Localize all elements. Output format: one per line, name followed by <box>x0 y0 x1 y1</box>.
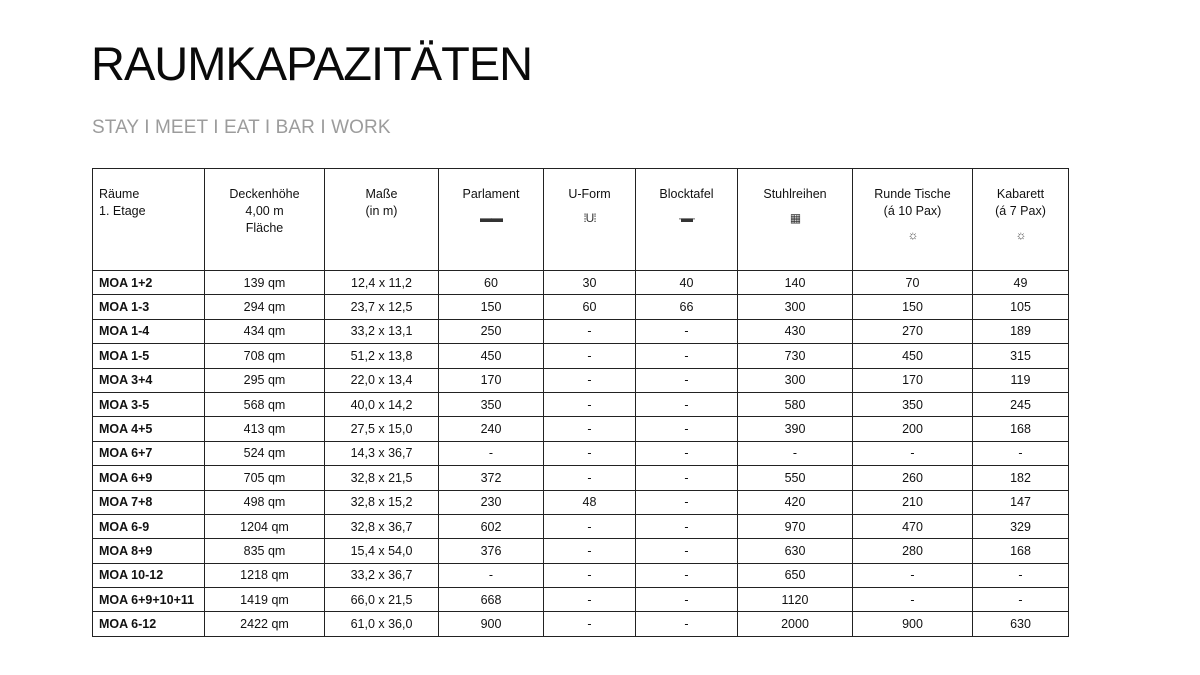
header-label-line: (á 7 Pax) <box>995 204 1046 218</box>
table-row <box>93 466 1069 490</box>
blocktafel-icon: ·▬· <box>678 211 695 225</box>
table-cell: - <box>636 514 738 538</box>
table-cell: 140 <box>738 271 853 295</box>
table-cell: 23,7 x 12,5 <box>325 295 439 319</box>
capacity-table <box>92 168 1069 637</box>
header-label-line: Deckenhöhe <box>229 187 300 201</box>
runde-tische-icon: ☼ <box>907 228 918 242</box>
table-cell: - <box>636 588 738 612</box>
table-cell: 245 <box>973 392 1069 416</box>
header-label-line: Parlament <box>462 187 520 201</box>
table-cell: - <box>544 392 636 416</box>
kabarett-icon: ☼ <box>1015 228 1026 242</box>
header-label-line: Räume <box>99 187 140 201</box>
room-name-cell: MOA 6+9+10+11 <box>93 588 205 612</box>
table-cell: - <box>544 319 636 343</box>
header-masse <box>325 169 439 271</box>
table-cell: 420 <box>738 490 853 514</box>
header-label-line: Maße <box>365 187 398 201</box>
table-cell: 350 <box>439 392 544 416</box>
table-cell: - <box>636 466 738 490</box>
table-cell: 70 <box>853 271 973 295</box>
table-cell: 630 <box>973 612 1069 636</box>
header-stuhlreihen <box>738 169 853 271</box>
table-cell: 27,5 x 15,0 <box>325 417 439 441</box>
table-cell: 60 <box>439 271 544 295</box>
header-label-line: 1. Etage <box>99 204 146 218</box>
table-cell: 40 <box>636 271 738 295</box>
page-title: RAUMKAPAZITÄTEN <box>91 37 533 90</box>
table-cell: 150 <box>853 295 973 319</box>
table-cell: 150 <box>439 295 544 319</box>
table-cell: 2422 qm <box>205 612 325 636</box>
table-cell: 30 <box>544 271 636 295</box>
table-cell: - <box>544 466 636 490</box>
table-row <box>93 271 1069 295</box>
table-row <box>93 368 1069 392</box>
header-raeume <box>93 169 205 271</box>
table-cell: 1204 qm <box>205 514 325 538</box>
table-cell: 2000 <box>738 612 853 636</box>
table-cell: 48 <box>544 490 636 514</box>
table-cell: 550 <box>738 466 853 490</box>
room-name-cell: MOA 6+9 <box>93 466 205 490</box>
table-cell: 900 <box>439 612 544 636</box>
table-cell: 280 <box>853 539 973 563</box>
header-label-line: Stuhlreihen <box>763 187 827 201</box>
table-row <box>93 295 1069 319</box>
table-cell: 350 <box>853 392 973 416</box>
table-cell: 329 <box>973 514 1069 538</box>
table-header-row <box>93 169 1069 271</box>
table-cell: 580 <box>738 392 853 416</box>
header-blocktafel <box>636 169 738 271</box>
table-cell: 900 <box>853 612 973 636</box>
table-cell: 15,4 x 54,0 <box>325 539 439 563</box>
table-cell: 200 <box>853 417 973 441</box>
table-cell: 1419 qm <box>205 588 325 612</box>
page-subtitle: STAY I MEET I EAT I BAR I WORK <box>92 117 391 138</box>
header-label-line: Blocktafel <box>659 187 714 201</box>
table-cell: - <box>636 563 738 587</box>
header-label-line: Fläche <box>245 221 284 235</box>
table-cell: - <box>439 441 544 465</box>
table-cell: 182 <box>973 466 1069 490</box>
table-cell: 240 <box>439 417 544 441</box>
table-cell: 22,0 x 13,4 <box>325 368 439 392</box>
room-name-cell: MOA 1-3 <box>93 295 205 319</box>
table-cell: 270 <box>853 319 973 343</box>
table-cell: 295 qm <box>205 368 325 392</box>
table-cell: - <box>853 588 973 612</box>
table-cell: - <box>853 441 973 465</box>
table-cell: - <box>636 319 738 343</box>
room-name-cell: MOA 1+2 <box>93 271 205 295</box>
table-row <box>93 392 1069 416</box>
table-cell: 33,2 x 13,1 <box>325 319 439 343</box>
table-cell: 294 qm <box>205 295 325 319</box>
table-cell: 708 qm <box>205 344 325 368</box>
table-cell: 1218 qm <box>205 563 325 587</box>
table-cell: 49 <box>973 271 1069 295</box>
table-cell: 147 <box>973 490 1069 514</box>
room-name-cell: MOA 4+5 <box>93 417 205 441</box>
table-cell: 33,2 x 36,7 <box>325 563 439 587</box>
table-cell: - <box>973 441 1069 465</box>
table-cell: 300 <box>738 295 853 319</box>
header-deckenhoehe <box>205 169 325 271</box>
table-cell: - <box>544 417 636 441</box>
table-cell: 105 <box>973 295 1069 319</box>
table-cell: 1120 <box>738 588 853 612</box>
table-cell: - <box>636 344 738 368</box>
table-cell: 434 qm <box>205 319 325 343</box>
room-name-cell: MOA 3-5 <box>93 392 205 416</box>
table-cell: 315 <box>973 344 1069 368</box>
room-name-cell: MOA 8+9 <box>93 539 205 563</box>
table-cell: 170 <box>439 368 544 392</box>
stuhlreihen-icon: ▦ <box>789 211 801 225</box>
table-cell: 40,0 x 14,2 <box>325 392 439 416</box>
table-cell: 51,2 x 13,8 <box>325 344 439 368</box>
table-row <box>93 612 1069 636</box>
table-cell: - <box>973 588 1069 612</box>
header-label-line: Kabarett <box>996 187 1045 201</box>
table-row <box>93 319 1069 343</box>
table-cell: - <box>544 588 636 612</box>
table-cell: 119 <box>973 368 1069 392</box>
table-cell: - <box>544 344 636 368</box>
table-cell: 250 <box>439 319 544 343</box>
table-cell: 32,8 x 15,2 <box>325 490 439 514</box>
table-cell: 430 <box>738 319 853 343</box>
table-cell: - <box>544 612 636 636</box>
table-cell: 413 qm <box>205 417 325 441</box>
table-row <box>93 441 1069 465</box>
table-cell: 32,8 x 21,5 <box>325 466 439 490</box>
table-cell: - <box>636 612 738 636</box>
header-kabarett <box>973 169 1069 271</box>
table-cell: 835 qm <box>205 539 325 563</box>
table-cell: 14,3 x 36,7 <box>325 441 439 465</box>
table-cell: 210 <box>853 490 973 514</box>
table-cell: 139 qm <box>205 271 325 295</box>
table-cell: 230 <box>439 490 544 514</box>
header-parlament <box>439 169 544 271</box>
header-label-line: 4,00 m <box>245 204 284 218</box>
table-cell: - <box>544 514 636 538</box>
table-row <box>93 514 1069 538</box>
table-cell: 260 <box>853 466 973 490</box>
table-cell: - <box>636 539 738 563</box>
table-cell: 705 qm <box>205 466 325 490</box>
table-cell: - <box>636 417 738 441</box>
table-cell: 66,0 x 21,5 <box>325 588 439 612</box>
header-label-line: Runde Tische <box>874 187 951 201</box>
table-body <box>93 271 1069 637</box>
table-cell: 12,4 x 11,2 <box>325 271 439 295</box>
table-cell: - <box>738 441 853 465</box>
table-cell: 60 <box>544 295 636 319</box>
table-cell: 300 <box>738 368 853 392</box>
header-label-line: (á 10 Pax) <box>883 204 942 218</box>
table-cell: 524 qm <box>205 441 325 465</box>
room-name-cell: MOA 1-4 <box>93 319 205 343</box>
header-u-form <box>544 169 636 271</box>
table-cell: 189 <box>973 319 1069 343</box>
room-name-cell: MOA 6+7 <box>93 441 205 465</box>
table-row <box>93 490 1069 514</box>
table-cell: 390 <box>738 417 853 441</box>
table-cell: 730 <box>738 344 853 368</box>
header-runde-tische <box>853 169 973 271</box>
table-cell: 630 <box>738 539 853 563</box>
table-cell: 470 <box>853 514 973 538</box>
table-row <box>93 563 1069 587</box>
table-cell: - <box>544 563 636 587</box>
parlament-icon: ▬▬ <box>480 211 502 225</box>
table-cell: 61,0 x 36,0 <box>325 612 439 636</box>
table-cell: - <box>636 441 738 465</box>
table-cell: - <box>439 563 544 587</box>
header-label-line: U-Form <box>568 187 611 201</box>
table-cell: 568 qm <box>205 392 325 416</box>
table-cell: 450 <box>853 344 973 368</box>
table-cell: - <box>544 368 636 392</box>
table-row <box>93 539 1069 563</box>
table-cell: - <box>544 539 636 563</box>
room-name-cell: MOA 7+8 <box>93 490 205 514</box>
table-cell: 372 <box>439 466 544 490</box>
table-row <box>93 417 1069 441</box>
table-cell: 498 qm <box>205 490 325 514</box>
table-cell: 168 <box>973 417 1069 441</box>
table-cell: 66 <box>636 295 738 319</box>
table-cell: 376 <box>439 539 544 563</box>
table-cell: - <box>636 490 738 514</box>
table-cell: 170 <box>853 368 973 392</box>
room-name-cell: MOA 10-12 <box>93 563 205 587</box>
room-name-cell: MOA 6-12 <box>93 612 205 636</box>
table-row <box>93 344 1069 368</box>
table-cell: 668 <box>439 588 544 612</box>
table-cell: 602 <box>439 514 544 538</box>
header-label-line: (in m) <box>365 204 398 218</box>
u-form-icon: ⁞U⁞ <box>583 211 596 225</box>
table-cell: - <box>544 441 636 465</box>
room-name-cell: MOA 6-9 <box>93 514 205 538</box>
table-cell: 650 <box>738 563 853 587</box>
room-name-cell: MOA 1-5 <box>93 344 205 368</box>
table-cell: 168 <box>973 539 1069 563</box>
table-cell: - <box>636 368 738 392</box>
room-name-cell: MOA 3+4 <box>93 368 205 392</box>
table-cell: 450 <box>439 344 544 368</box>
table-row <box>93 588 1069 612</box>
table-cell: - <box>636 392 738 416</box>
table-cell: - <box>853 563 973 587</box>
table-cell: 32,8 x 36,7 <box>325 514 439 538</box>
table-cell: 970 <box>738 514 853 538</box>
table-cell: - <box>973 563 1069 587</box>
